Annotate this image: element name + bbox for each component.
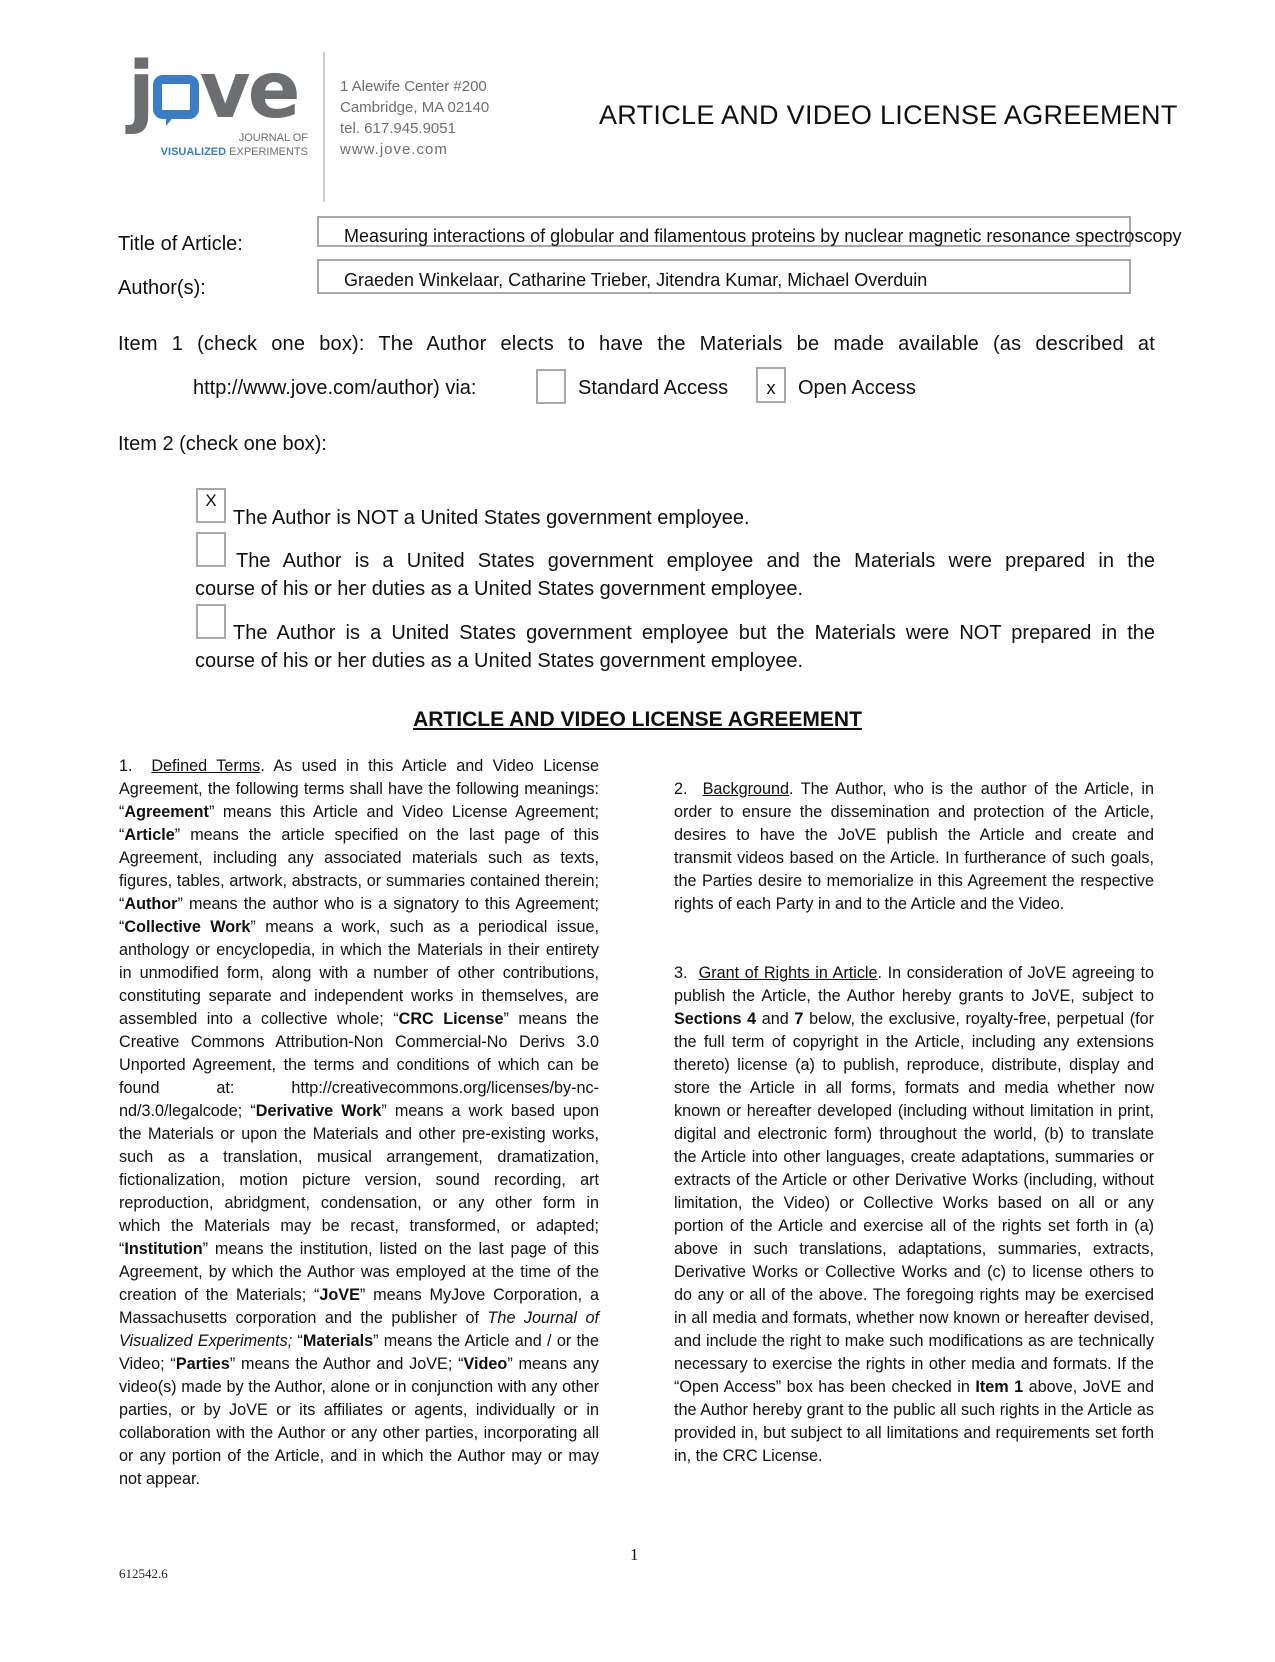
term-author: Author [124,895,178,913]
section-2-number: 2. [674,780,688,798]
ref-sections-4: Sections 4 [674,1010,757,1028]
section-3-text: and [756,1010,795,1028]
jove-logo [128,46,308,162]
term-crc-license: CRC License [398,1010,504,1028]
logo-letters-ve: ve [199,46,298,136]
section-3-grant-of-rights [674,962,1154,1468]
logo-visualized: VISUALIZED [160,146,227,158]
section-2-title: Background [702,780,790,798]
ref-item-1: Item 1 [975,1378,1024,1396]
section-3-text: below, the exclusive, royalty-free, perpetual (for the full term of copyright in the Article, including any extensions thereto) license (a) to publish, reproduce, distribute, display and store the Article in all forms, formats and media whether now known or hereafter developed (including without limitation in print, digital and electronic form) throughout the world, (b) to translate the Article into other languages, create adaptations, summaries or extracts of the Article or other Derivative Works (including, without limitation, the Video) or Collective Works based on all or any portion of the Article and exercise all of the rights set forth in (a) above in such translations, adaptations, summaries, extracts, Derivative Works or Collective Works and (c) to license others to do any or all of the above. The foregoing rights may be exercised in all media and formats, whether now known or hereafter devised, and include the right to make such modifications as are technically necessary to exercise the rights in other media and formats. If the “Open Access” box has been checked in [674,1010,1154,1396]
standard-access-checkbox[interactable] [536,369,566,404]
section-1-text: ” means any video(s) made by the Author, alone or in conjunction with any other parties, or by JoVE or its affiliates or agents, individually or in collaboration with the Author or any other parties, incorporating all or any portion of the Article, and in which the Author may or may not appear. [119,1355,600,1488]
address-line1: 1 Alewife Center #200 [340,78,487,95]
section-1-text: ” means this Article and Video License Agreement; “ [119,803,599,844]
standard-access-label: Standard Access [578,377,729,399]
speech-bubble-icon [153,75,199,119]
section-1-text: ” means the author who is a signatory to this Agreement; “ [119,895,599,936]
gov-employee-duties-checkbox[interactable] [196,532,226,567]
section-1-number: 1. [119,757,133,775]
item1-url-prefix: http://www.jove.com/author) via: [193,377,477,399]
not-gov-employee-checkbox[interactable]: X [196,488,226,523]
authors-label: Author(s): [118,277,206,299]
gov-employee-duties-label-line1: The Author is a United States government employee and the Materials were prepared in the [236,550,1155,572]
header-divider [323,52,325,202]
phone-number: tel. 617.945.9051 [340,120,456,137]
gov-employee-not-duties-checkbox[interactable] [196,604,226,639]
term-materials: Materials [302,1332,374,1350]
term-agreement: Agreement [124,803,209,821]
page-number: 1 [630,1545,639,1564]
title-label: Title of Article: [118,233,243,255]
journal-name: The Journal of Visualized Experiments; [119,1309,599,1350]
item2-heading: Item 2 (check one box): [118,433,327,455]
section-3-number: 3. [674,964,688,982]
open-access-checkbox[interactable]: x [756,367,786,403]
section-3-text: . In consideration of JoVE agreeing to publish the Article, the Author hereby grants to JoVE, subject to [674,964,1154,1005]
term-institution: Institution [124,1240,203,1258]
gov-employee-not-duties-label-line2: course of his or her duties as a United States government employee. [195,650,804,672]
section-1-text: . As used in this Article and Video License Agreement, the following terms shall have the following meanings: “ [119,757,599,821]
section-1-text: ” means the Author and JoVE; “ [229,1355,464,1373]
document-id: 612542.6 [119,1566,168,1581]
section-3-text: above, JoVE and the Author hereby grant to the public all such rights in the Article as provided in, but subject to all limitations and requirements set forth in, the CRC License. [674,1378,1154,1465]
section-1-text: ” means the Creative Commons Attribution-Non Commercial-No Derivs 3.0 Unported Agreement, the terms and conditions of which can be found at: http://creativecommons.org/licenses/by-nc-nd/3.0/legalcode; “ [119,1010,599,1120]
section-1-text: ” means a work based upon the Materials or upon the Materials and other pre-existing works, such as a translation, musical arrangement, dramatization, fictionalization, motion picture version, sound recording, art reproduction, abridgment, condensation, or any other form in which the Materials may be recast, transformed, or adapted; “ [119,1102,600,1258]
section-1-text: ” means the Article and / or the Video; “ [119,1332,599,1373]
term-article: Article [124,826,175,844]
term-parties: Parties [175,1355,230,1373]
section-1-text: “ [292,1332,303,1350]
document-title: ARTICLE AND VIDEO LICENSE AGREEMENT [599,100,1178,130]
agreement-heading: ARTICLE AND VIDEO LICENSE AGREEMENT [413,708,862,731]
section-3-title: Grant of Rights in Article [698,964,878,982]
gov-employee-duties-label-line2: course of his or her duties as a United States government employee. [195,578,804,600]
address-block [340,76,489,160]
item1-description: Item 1 (check one box): The Author elects to have the Materials be made available (as described at [118,333,1155,355]
website-link[interactable]: www.jove.com [340,141,448,158]
section-1-title: Defined Terms [151,757,261,775]
section-1-defined-terms [119,755,599,1491]
section-1-text: ” means the article specified on the last page of this Agreement, including any associated materials such as texts, figures, tables, artwork, abstracts, or summaries contained therein; “ [119,826,599,913]
logo-wordmark [128,46,298,136]
section-1-text: ” means the institution, listed on the last page of this Agreement, by which the Author was employed at the time of the creation of the Materials; “ [119,1240,599,1304]
gov-employee-not-duties-label-line1: The Author is a United States government employee but the Materials were NOT prepared in the [233,622,1155,644]
term-video: Video [463,1355,508,1373]
section-1-text: ” means a work, such as a periodical issue, anthology or encyclopedia, in which the Materials in their entirety in unmodified form, along with a number of other contributions, constituting separate and independent works in themselves, are assembled into a collective whole; “ [119,918,599,1028]
ref-section-7: 7 [794,1010,804,1028]
section-2-background [674,778,1154,916]
not-gov-employee-label: The Author is NOT a United States government employee. [233,507,750,529]
open-access-label: Open Access [798,377,916,399]
title-value: Measuring interactions of globular and filamentous proteins by nuclear magnetic resonance spectroscopy [344,226,1182,246]
address-line2: Cambridge, MA 02140 [340,99,490,116]
logo-subtitle-line1: JOURNAL OF [238,132,308,144]
logo-experiments: EXPERIMENTS [229,146,308,158]
section-2-text: . The Author, who is the author of the Article, in order to ensure the dissemination and protection of the Article, desires to have the JoVE publish the Article and create and transmit videos based on the Article. In furtherance of such goals, the Parties desire to memorialize in this Agreement the respective rights of each Party in and to the Article and the Video. [674,780,1154,913]
authors-value: Graeden Winkelaar, Catharine Trieber, Jitendra Kumar, Michael Overduin [344,270,928,290]
term-jove: JoVE [319,1286,360,1304]
section-1-text: ” means MyJove Corporation, a Massachusetts corporation and the publisher of [119,1286,599,1327]
term-derivative-work: Derivative Work [255,1102,382,1120]
logo-subtitle-line2 [161,146,308,158]
term-collective-work: Collective Work [124,918,251,936]
logo-letter-j: j [128,46,152,136]
